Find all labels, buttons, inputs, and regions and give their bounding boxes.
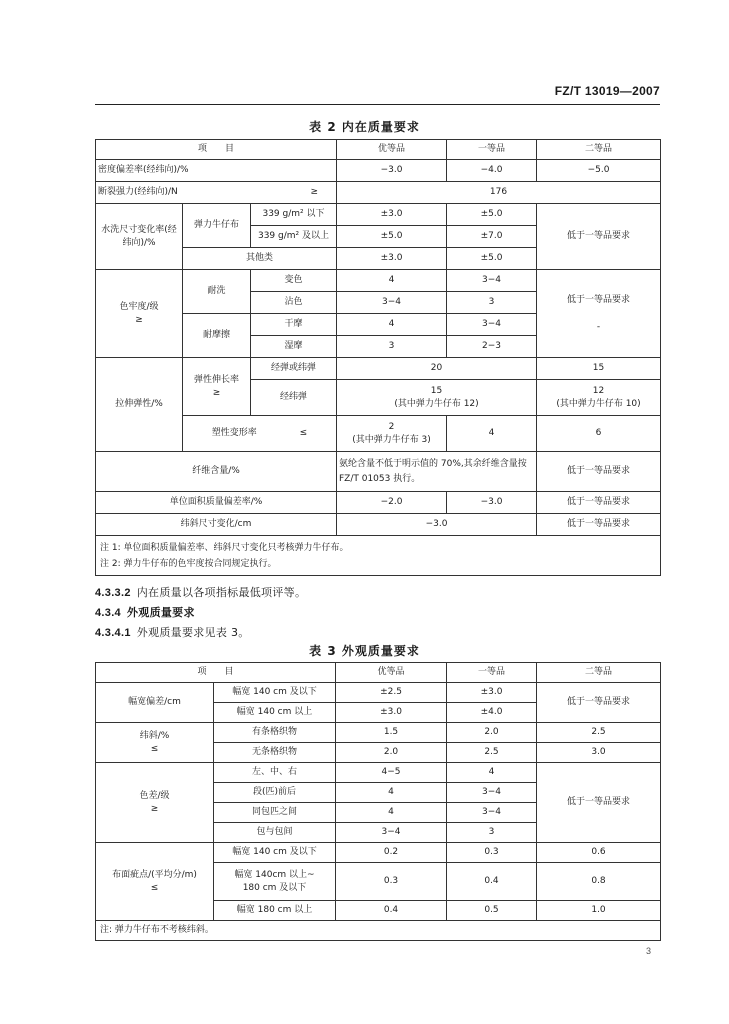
t3-width-g3: 低于一等品要求 — [537, 683, 661, 723]
t3-width-r1-g2: ±3.0 — [447, 683, 537, 703]
t3-shade-r1-g2: 4 — [447, 763, 537, 783]
clause-4-3-3-2-num: 4.3.3.2 — [95, 587, 131, 599]
t3-width-r2-g2: ±4.0 — [447, 703, 537, 723]
t2-fiber-label: 纤维含量/% — [96, 452, 337, 492]
t3-head-g1: 优等品 — [336, 663, 447, 683]
t3-defects-r2-g1: 0.3 — [336, 863, 447, 901]
t3-shade-r3-g1: 4 — [336, 803, 447, 823]
t3-defects-label — [96, 843, 214, 921]
t2-shrink-r3-g1: ±3.0 — [337, 248, 447, 270]
t2-colorfast-r4-g1: 3 — [337, 336, 447, 358]
t3-defects-r1-g1: 0.2 — [336, 843, 447, 863]
t2-shrink-r3-g2: ±5.0 — [447, 248, 537, 270]
t2-colorfast-r3-g1: 4 — [337, 314, 447, 336]
t3-shade-label — [96, 763, 214, 843]
t3-head-g3: 二等品 — [537, 663, 661, 683]
t2-colorfast-r3-cond: 干摩 — [251, 314, 337, 336]
t3-skew-r1-g3: 2.5 — [537, 723, 661, 743]
clause-4-3-4-1-num: 4.3.4.1 — [95, 627, 131, 639]
t2-stretch-r2-g3-b: (其中弹力牛仔布 10) — [556, 398, 641, 409]
t2-colorfast-r1-cond: 变色 — [251, 270, 337, 292]
t2-colorfast-r4-g2: 2−3 — [447, 336, 537, 358]
t3-defects-r3-g1: 0.4 — [336, 901, 447, 921]
t3-defects-text: 布面疵点/(平均分/m) — [112, 869, 197, 880]
t2-stretch-elong-sym: ≥ — [212, 387, 221, 398]
t2-breaking-sym: ≥ — [310, 187, 318, 197]
t2-shrink-r1-cond: 339 g/m² 以下 — [251, 204, 337, 226]
t2-colorfast-r2-g1: 3−4 — [337, 292, 447, 314]
t2-shrink-r2-g2: ±7.0 — [447, 226, 537, 248]
t2-colorfast-g3-extra: - — [596, 321, 601, 332]
t2-shrink-r2-cond: 339 g/m² 及以上 — [251, 226, 337, 248]
t3-head-g2: 一等品 — [447, 663, 537, 683]
t2-note-2: 注 2: 弹力牛仔布的色牢度按合同规定执行。 — [100, 558, 277, 569]
clause-4-3-3-2 — [95, 584, 306, 600]
t2-stretch-r2-g3-a: 12 — [592, 385, 605, 396]
t2-notes — [96, 536, 661, 576]
t3-shade-r3-cond: 同包匹之间 — [214, 803, 336, 823]
t3-width-label: 幅宽偏差/cm — [96, 683, 214, 723]
t3-width-r2-g1: ±3.0 — [336, 703, 447, 723]
t3-shade-r1-g1: 4−5 — [336, 763, 447, 783]
t2-fiber-g3: 低于一等品要求 — [537, 452, 661, 492]
t2-head-g3: 二等品 — [537, 140, 661, 160]
t3-width-r1-g1: ±2.5 — [336, 683, 447, 703]
t2-colorfast-r1-g1: 4 — [337, 270, 447, 292]
t2-stretch-label: 拉伸弹性/% — [96, 358, 183, 452]
t2-colorfast-rub: 耐摩擦 — [183, 314, 251, 358]
clause-4-3-4-text: 外观质量要求 — [126, 606, 195, 619]
t3-skew-r2-g1: 2.0 — [336, 743, 447, 763]
t2-plastic-sym: ≤ — [299, 428, 308, 438]
t2-shrink-r1-g1: ±3.0 — [337, 204, 447, 226]
t2-stretch-r1-cond: 经弹或纬弹 — [251, 358, 337, 380]
t3-shade-text: 色差/级 — [139, 790, 170, 801]
t2-density-label: 密度偏差率(经纬向)/% — [96, 160, 337, 182]
t2-breaking-value: 176 — [337, 182, 661, 204]
t2-head-g1: 优等品 — [337, 140, 447, 160]
t2-density-g3: −5.0 — [537, 160, 661, 182]
t3-defects-r2-g3: 0.8 — [537, 863, 661, 901]
t3-defects-r2-cond — [214, 863, 336, 901]
t2-skew-g3: 低于一等品要求 — [537, 514, 661, 536]
page-number: 3 — [646, 946, 652, 956]
t2-fiber-g12: 氨纶含量不低于明示值的 70%,其余纤维含量按 FZ/T 01053 执行。 — [337, 452, 537, 492]
t2-colorfast-r4-cond: 湿摩 — [251, 336, 337, 358]
t2-mass-g1: −2.0 — [337, 492, 447, 514]
t3-defects-r2-g2: 0.4 — [447, 863, 537, 901]
t3-shade-r4-g2: 3 — [447, 823, 537, 843]
t2-colorfast-sym: ≥ — [135, 314, 143, 325]
t2-stretch-elong-text: 弹性伸长率 — [193, 374, 239, 385]
t2-mass-label: 单位面积质量偏差率/% — [96, 492, 337, 514]
t3-defects-r2-cond-a: 幅宽 140cm 以上~ — [234, 869, 315, 880]
t2-plastic-text: 塑性变形率 — [211, 428, 257, 438]
t2-head-g2: 一等品 — [447, 140, 537, 160]
t3-defects-r3-g3: 1.0 — [537, 901, 661, 921]
t2-head-item: 项 目 — [96, 140, 337, 160]
t2-plastic-g1 — [337, 416, 447, 452]
clause-4-3-4-1 — [95, 624, 250, 640]
t2-stretch-r2-g3 — [537, 380, 661, 416]
t3-skew-sym: ≤ — [150, 743, 159, 754]
t2-shrink-r2-g1: ±5.0 — [337, 226, 447, 248]
clause-4-3-4 — [95, 604, 195, 620]
t2-mass-g2: −3.0 — [447, 492, 537, 514]
t2-colorfast-g3 — [537, 270, 661, 358]
t2-note-1: 注 1: 单位面积质量偏差率、纬斜尺寸变化只考核弹力牛仔布。 — [100, 542, 349, 553]
clause-4-3-4-num: 4.3.4 — [95, 607, 121, 619]
t3-shade-r2-g2: 3−4 — [447, 783, 537, 803]
table2-intrinsic-quality — [95, 139, 661, 576]
t3-defects-r1-g2: 0.3 — [447, 843, 537, 863]
t2-stretch-r1-g12: 20 — [337, 358, 537, 380]
table2-caption: 表 2 内在质量要求 — [309, 120, 420, 134]
t2-plastic-g3: 6 — [537, 416, 661, 452]
clause-4-3-3-2-text: 内在质量以各项指标最低项评等。 — [136, 586, 307, 599]
t2-stretch-r1-g3: 15 — [537, 358, 661, 380]
t2-colorfast-g3-text: 低于一等品要求 — [566, 294, 630, 305]
t3-skew-text: 纬斜/% — [139, 730, 170, 741]
t2-density-g1: −3.0 — [337, 160, 447, 182]
t2-shrink-g3: 低于一等品要求 — [537, 204, 661, 270]
t3-shade-r2-cond: 段(匹)前后 — [214, 783, 336, 803]
t2-skew-g12: −3.0 — [337, 514, 537, 536]
t2-stretch-r2-g12 — [337, 380, 537, 416]
t3-shade-sym: ≥ — [150, 803, 159, 814]
t2-breaking-label — [96, 182, 337, 204]
t3-width-r2-cond: 幅宽 140 cm 以上 — [214, 703, 336, 723]
t2-density-g2: −4.0 — [447, 160, 537, 182]
t3-defects-r2-cond-b: 180 cm 及以下 — [242, 882, 307, 893]
t3-defects-r3-cond: 幅宽 180 cm 以上 — [214, 901, 336, 921]
header-rule — [95, 104, 660, 105]
t2-mass-g3: 低于一等品要求 — [537, 492, 661, 514]
t3-defects-r1-g3: 0.6 — [537, 843, 661, 863]
t3-shade-r3-g2: 3−4 — [447, 803, 537, 823]
t2-shrink-elastic: 弹力牛仔布 — [183, 204, 251, 248]
t2-plastic-g1-b: (其中弹力牛仔布 3) — [352, 434, 431, 445]
t2-shrink-r1-g2: ±5.0 — [447, 204, 537, 226]
t2-colorfast-r3-g2: 3−4 — [447, 314, 537, 336]
t3-shade-r4-cond: 包与包间 — [214, 823, 336, 843]
t2-colorfast-label — [96, 270, 183, 358]
t2-colorfast-r2-cond: 沾色 — [251, 292, 337, 314]
t3-note: 注: 弹力牛仔布不考核纬斜。 — [96, 921, 661, 941]
t2-plastic-g2: 4 — [447, 416, 537, 452]
t2-colorfast-r2-g2: 3 — [447, 292, 537, 314]
t2-shrink-r3-cond: 其他类 — [183, 248, 337, 270]
t2-stretch-r2-g12-b: (其中弹力牛仔布 12) — [394, 398, 479, 409]
t3-head-item: 项 目 — [96, 663, 336, 683]
t2-plastic-label — [183, 416, 337, 452]
t3-shade-r2-g1: 4 — [336, 783, 447, 803]
t3-skew-r2-g2: 2.5 — [447, 743, 537, 763]
t2-plastic-g1-a: 2 — [388, 421, 395, 432]
t2-colorfast-wash: 耐洗 — [183, 270, 251, 314]
t2-colorfast-r1-g2: 3−4 — [447, 270, 537, 292]
clause-4-3-4-1-text: 外观质量要求见表 3。 — [136, 626, 250, 639]
t3-width-r1-cond: 幅宽 140 cm 及以下 — [214, 683, 336, 703]
t2-stretch-r2-g12-a: 15 — [430, 385, 443, 396]
t3-shade-g3: 低于一等品要求 — [537, 763, 661, 843]
t3-skew-r2-g3: 3.0 — [537, 743, 661, 763]
standard-code: FZ/T 13019—2007 — [554, 84, 660, 98]
table3-caption: 表 3 外观质量要求 — [309, 644, 420, 658]
table3-appearance-quality — [95, 662, 661, 941]
t2-stretch-r2-cond: 经纬弹 — [251, 380, 337, 416]
t3-shade-r4-g1: 3−4 — [336, 823, 447, 843]
t2-breaking-text: 断裂强力(经纬向)/N — [98, 187, 178, 197]
t3-skew-r1-g1: 1.5 — [336, 723, 447, 743]
t3-skew-r1-g2: 2.0 — [447, 723, 537, 743]
t2-skew-label: 纬斜尺寸变化/cm — [96, 514, 337, 536]
t3-skew-r2-cond: 无条格织物 — [214, 743, 336, 763]
t2-stretch-elong — [183, 358, 251, 416]
t3-defects-r3-g2: 0.5 — [447, 901, 537, 921]
t2-colorfast-text: 色牢度/级 — [119, 301, 159, 312]
t3-skew-label — [96, 723, 214, 763]
t3-defects-sym: ≤ — [150, 882, 159, 893]
t2-shrink-label: 水洗尺寸变化率(经纬向)/% — [96, 204, 183, 270]
t3-shade-r1-cond: 左、中、右 — [214, 763, 336, 783]
t3-defects-r1-cond: 幅宽 140 cm 及以下 — [214, 843, 336, 863]
t3-skew-r1-cond: 有条格织物 — [214, 723, 336, 743]
